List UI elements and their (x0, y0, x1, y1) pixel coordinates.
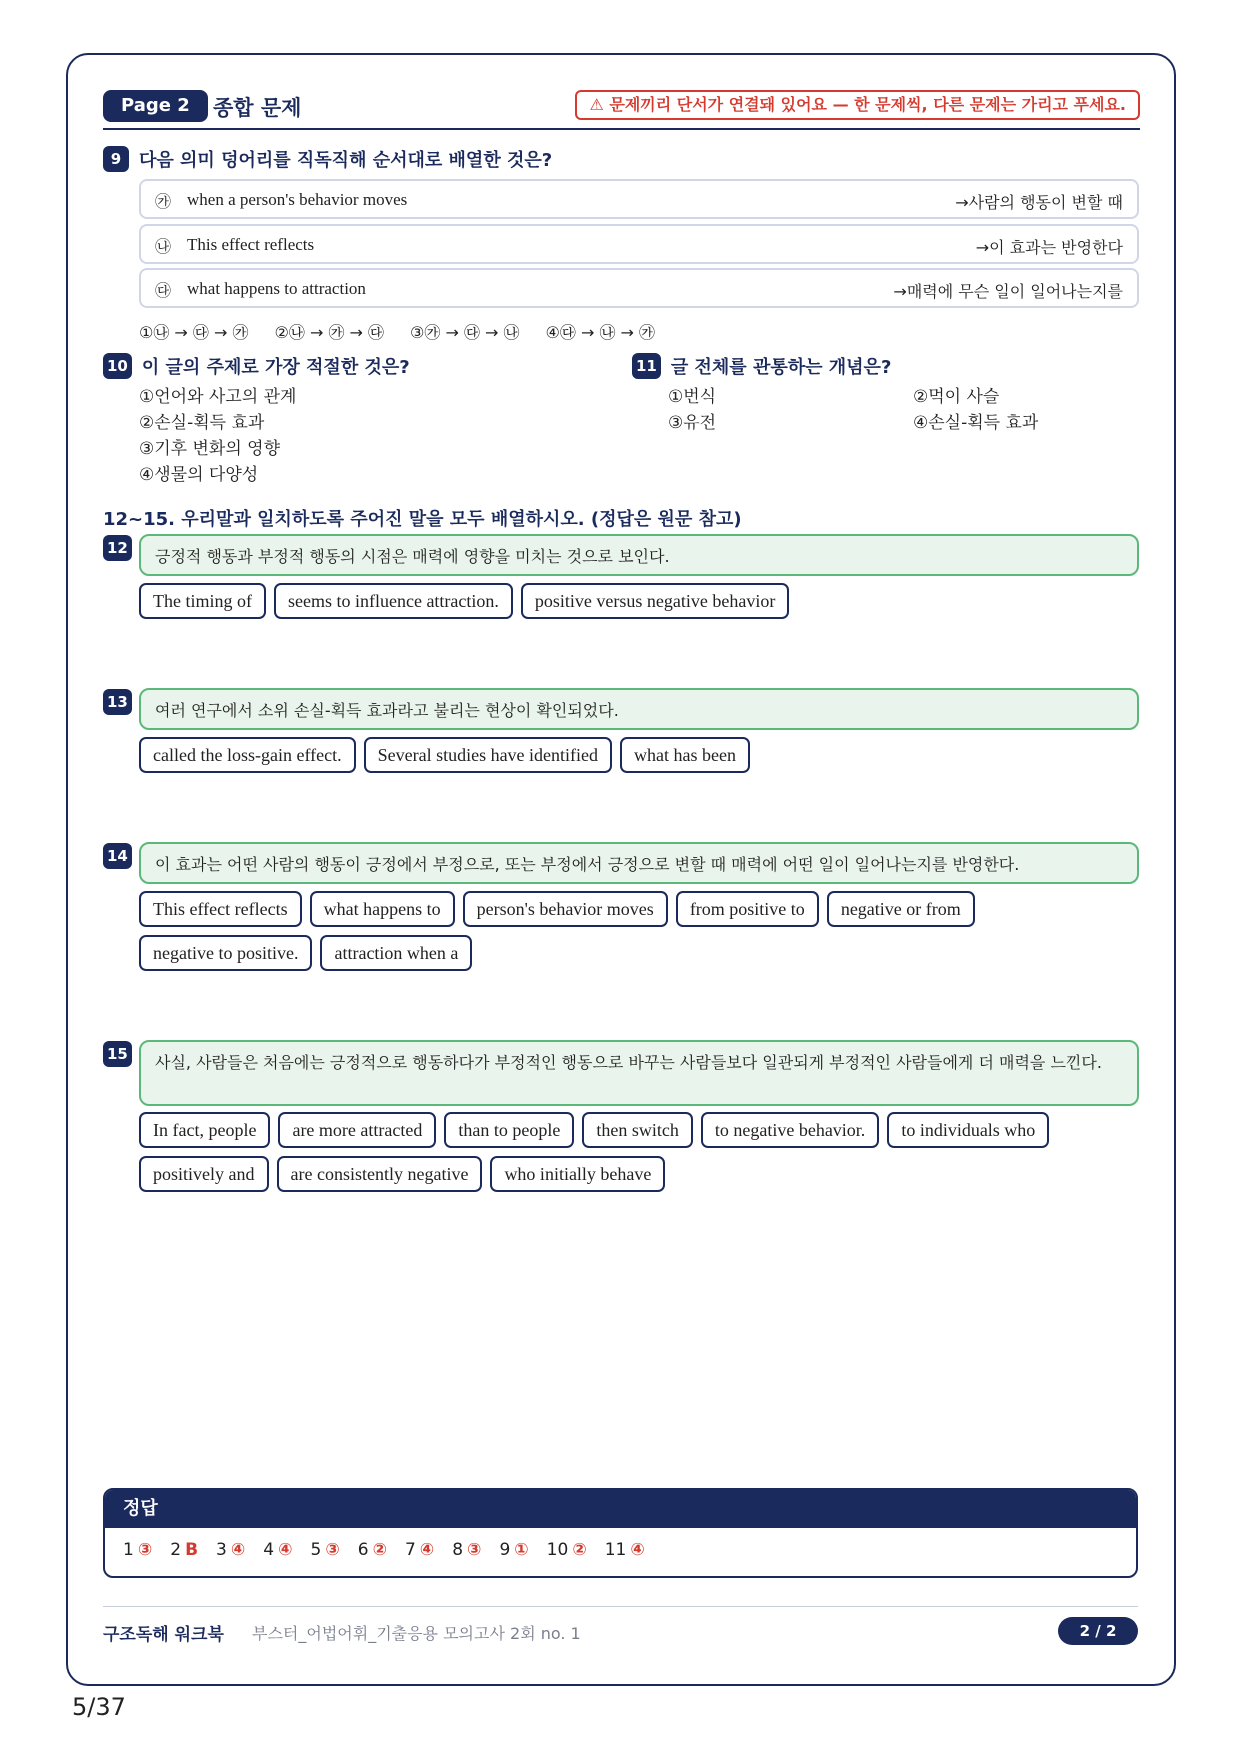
chunk-mark: ㉮ (155, 192, 172, 211)
answer-value: ④ (419, 1540, 435, 1560)
answer-value: B (185, 1540, 199, 1560)
question-number: 10 (103, 353, 132, 379)
question-number: 14 (103, 843, 132, 869)
word-tile[interactable]: then switch (582, 1112, 693, 1148)
word-tile[interactable]: to negative behavior. (701, 1112, 879, 1148)
word-tile[interactable]: positively and (139, 1156, 269, 1192)
word-tile[interactable]: what has been (620, 737, 750, 773)
word-tiles (139, 583, 1149, 619)
answer-number: 7 (404, 1540, 416, 1560)
answer-number: 11 (604, 1540, 627, 1560)
question-11-header (632, 353, 891, 379)
word-tile[interactable]: called the loss-gain effect. (139, 737, 356, 773)
meaning-chunk (139, 224, 1139, 264)
chunk-mark: ㉯ (155, 237, 172, 256)
answer-number: 9 (499, 1540, 511, 1560)
question-number: 13 (103, 689, 132, 715)
choice-4[interactable]: ④㉰ → ㉯ → ㉮ (545, 323, 656, 342)
answer-value: ④ (230, 1540, 246, 1560)
answer-number: 5 (310, 1540, 322, 1560)
choice-1[interactable]: ①번식 (668, 387, 717, 407)
question-number: 12 (103, 535, 132, 561)
chunk-mark: ㉰ (155, 281, 172, 300)
page-label-badge: Page 2 (103, 90, 208, 122)
choice-2[interactable]: ②먹이 사슬 (913, 387, 1000, 407)
word-tile[interactable]: In fact, people (139, 1112, 270, 1148)
answer-value: ④ (278, 1540, 293, 1560)
answer-number: 2 (170, 1540, 182, 1560)
question-10-choices (139, 384, 296, 488)
answer-item (123, 1540, 152, 1560)
section-title: 종합 문제 (213, 96, 302, 120)
answer-item (405, 1540, 434, 1560)
page-counter: 5/37 (72, 1693, 126, 1721)
answer-value: ③ (467, 1540, 482, 1560)
word-tile[interactable]: negative to positive. (139, 935, 312, 971)
question-number: 15 (103, 1041, 132, 1067)
question-text: 이 글의 주제로 가장 적절한 것은? (141, 357, 410, 378)
word-tiles (139, 737, 1149, 773)
choice-4[interactable]: ④손실-획득 효과 (913, 413, 1039, 433)
question-number: 11 (632, 353, 661, 379)
korean-sentence: 이 효과는 어떤 사람의 행동이 긍정에서 부정으로, 또는 부정에서 긍정으로 변할 때 매력에 어떤 일이 일어나는지를 반영한다. (139, 842, 1139, 884)
word-tile[interactable]: This effect reflects (139, 891, 302, 927)
answer-item (547, 1540, 587, 1560)
korean-sentence: 긍정적 행동과 부정적 행동의 시점은 매력에 영향을 미치는 것으로 보인다. (139, 534, 1139, 576)
choice-2[interactable]: ②㉯ → ㉮ → ㉰ (274, 323, 385, 342)
answer-key-title: 정답 (105, 1490, 1136, 1528)
word-tile[interactable]: are consistently negative (277, 1156, 483, 1192)
word-tile[interactable]: from positive to (676, 891, 819, 927)
answer-item (216, 1540, 245, 1560)
answer-number: 3 (216, 1540, 227, 1560)
word-tile[interactable]: than to people (444, 1112, 574, 1148)
choice-4[interactable]: ④생물의 다양성 (139, 465, 259, 485)
answer-item (358, 1540, 387, 1560)
chunk-korean: →이 효과는 반영한다 (975, 238, 1123, 257)
choice-3[interactable]: ③㉮ → ㉰ → ㉯ (410, 323, 520, 342)
word-tile[interactable]: to individuals who (887, 1112, 1049, 1148)
answer-item (499, 1540, 528, 1560)
answer-value: ② (572, 1540, 587, 1560)
chunk-korean: →사람의 행동이 변할 때 (955, 193, 1123, 212)
meaning-chunk (139, 179, 1139, 219)
answer-item (170, 1540, 198, 1560)
page-header (103, 90, 1140, 130)
answer-value: ① (514, 1540, 529, 1560)
answer-item (452, 1540, 481, 1560)
answer-value: ③ (137, 1540, 153, 1560)
answer-key (103, 1488, 1138, 1578)
answer-number: 1 (123, 1540, 134, 1560)
question-11-choices (668, 384, 1073, 436)
choice-1[interactable]: ①㉯ → ㉰ → ㉮ (139, 323, 249, 342)
question-text: 다음 의미 덩어리를 직독직해 순서대로 배열한 것은? (139, 150, 553, 171)
word-tile[interactable]: seems to influence attraction. (274, 583, 513, 619)
question-text: 글 전체를 관통하는 개념은? (670, 357, 892, 378)
word-tile[interactable]: what happens to (310, 891, 455, 927)
word-tiles (139, 1112, 1149, 1192)
header-divider (103, 128, 1140, 130)
answer-number: 10 (546, 1540, 569, 1560)
answer-number: 4 (263, 1540, 275, 1560)
question-9-header (103, 146, 552, 172)
answer-list (105, 1528, 1136, 1560)
korean-sentence: 사실, 사람들은 처음에는 긍정적으로 행동하다가 부정적인 행동으로 바꾸는 사람들보다 일관되게 부정적인 사람들에게 더 매력을 느낀다. (139, 1040, 1139, 1106)
warning-banner: ⚠ 문제끼리 단서가 연결돼 있어요 — 한 문제씩, 다른 문제는 가리고 푸세요. (575, 90, 1140, 120)
word-tile[interactable]: The timing of (139, 583, 266, 619)
chunk-korean: →매력에 무슨 일이 일어나는지를 (893, 282, 1123, 301)
answer-value: ④ (630, 1540, 645, 1560)
question-9-choices (139, 320, 655, 343)
question-number: 9 (103, 146, 129, 172)
answer-value: ② (372, 1540, 387, 1560)
word-tile[interactable]: negative or from (827, 891, 975, 927)
choice-3[interactable]: ③유전 (668, 413, 717, 433)
question-10-header (103, 353, 410, 379)
meaning-chunk (139, 268, 1139, 308)
korean-sentence: 여러 연구에서 소위 손실-획득 효과라고 불리는 현상이 확인되었다. (139, 688, 1139, 730)
word-tile[interactable]: attraction when a (320, 935, 472, 971)
word-tile[interactable]: positive versus negative behavior (521, 583, 789, 619)
word-tiles (139, 891, 1149, 971)
footer-subtitle: 부스터_어법어휘_기출응용 모의고사 2회 no. 1 (252, 1624, 581, 1643)
answer-number: 6 (357, 1540, 369, 1560)
word-tile[interactable]: Several studies have identified (364, 737, 612, 773)
footer-title: 구조독해 워크북 (103, 1625, 224, 1645)
answer-item (311, 1540, 340, 1560)
chunk-english: what happens to attraction (187, 279, 366, 298)
choice-1[interactable]: ①언어와 사고의 관계 (139, 387, 297, 407)
footer-divider (103, 1606, 1138, 1607)
answer-item (263, 1540, 292, 1560)
word-tile[interactable]: who initially behave (490, 1156, 665, 1192)
choice-2[interactable]: ②손실-획득 효과 (139, 413, 265, 433)
chunk-english: when a person's behavior moves (187, 190, 408, 209)
word-tile[interactable]: person's behavior moves (463, 891, 668, 927)
answer-value: ③ (325, 1540, 340, 1560)
answer-number: 8 (452, 1540, 464, 1560)
word-tile[interactable]: are more attracted (278, 1112, 436, 1148)
footer-page-badge: 2 / 2 (1058, 1617, 1138, 1645)
choice-3[interactable]: ③기후 변화의 영향 (139, 439, 281, 459)
chunk-english: This effect reflects (187, 235, 315, 254)
section-instruction: 12~15. 우리말과 일치하도록 주어진 말을 모두 배열하시오. (정답은 원문 참고) (103, 509, 742, 530)
answer-item (605, 1540, 645, 1560)
